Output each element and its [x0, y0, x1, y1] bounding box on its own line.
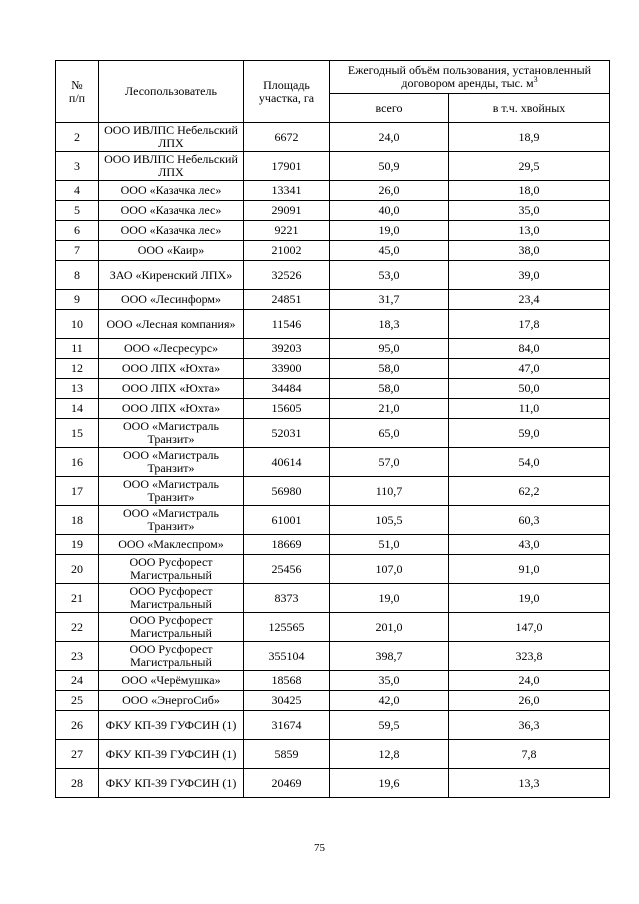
annual-volume-total: 107,0 [330, 555, 449, 584]
leaseholder-name: ООО «Черёмушка» [99, 671, 244, 691]
table-row [56, 711, 610, 740]
annual-volume-conifer: 59,0 [449, 419, 610, 448]
row-number: 3 [56, 152, 99, 181]
annual-volume-total: 19,0 [330, 584, 449, 613]
annual-volume-total: 110,7 [330, 477, 449, 506]
plot-area: 13341 [244, 181, 330, 201]
header-user: Лесопользователь [99, 61, 244, 123]
plot-area: 25456 [244, 555, 330, 584]
annual-volume-conifer: 18,9 [449, 123, 610, 152]
annual-volume-conifer: 54,0 [449, 448, 610, 477]
annual-volume-total: 50,9 [330, 152, 449, 181]
row-number: 25 [56, 691, 99, 711]
row-number: 11 [56, 339, 99, 359]
header-num: № п/п [56, 61, 99, 123]
table-body [56, 123, 610, 798]
table-row [56, 555, 610, 584]
table-row [56, 241, 610, 261]
row-number: 26 [56, 711, 99, 740]
plot-area: 24851 [244, 290, 330, 310]
plot-area: 355104 [244, 642, 330, 671]
annual-volume-total: 35,0 [330, 671, 449, 691]
leaseholder-name: ООО Русфорест Магистральный [99, 613, 244, 642]
annual-volume-total: 12,8 [330, 740, 449, 769]
table-row [56, 769, 610, 798]
annual-volume-conifer: 17,8 [449, 310, 610, 339]
annual-volume-conifer: 39,0 [449, 261, 610, 290]
table-row [56, 201, 610, 221]
row-number: 13 [56, 379, 99, 399]
annual-volume-total: 58,0 [330, 359, 449, 379]
annual-volume-total: 21,0 [330, 399, 449, 419]
annual-volume-conifer: 18,0 [449, 181, 610, 201]
table-row [56, 740, 610, 769]
plot-area: 11546 [244, 310, 330, 339]
row-number: 20 [56, 555, 99, 584]
plot-area: 39203 [244, 339, 330, 359]
row-number: 22 [56, 613, 99, 642]
table-row [56, 535, 610, 555]
leaseholder-name: ФКУ КП-39 ГУФСИН (1) [99, 711, 244, 740]
row-number: 24 [56, 671, 99, 691]
row-number: 4 [56, 181, 99, 201]
leaseholder-name: ООО «Магистраль Транзит» [99, 477, 244, 506]
row-number: 23 [56, 642, 99, 671]
row-number: 8 [56, 261, 99, 290]
leaseholder-name: ООО ЛПХ «Юхта» [99, 399, 244, 419]
plot-area: 21002 [244, 241, 330, 261]
table-row [56, 613, 610, 642]
leaseholder-name: ООО «ЭнергоСиб» [99, 691, 244, 711]
row-number: 17 [56, 477, 99, 506]
table-row [56, 379, 610, 399]
leaseholder-name: ООО «Каир» [99, 241, 244, 261]
plot-area: 17901 [244, 152, 330, 181]
leaseholder-name: ООО ЛПХ «Юхта» [99, 379, 244, 399]
leaseholder-name: ООО «Казачка лес» [99, 201, 244, 221]
plot-area: 33900 [244, 359, 330, 379]
row-number: 2 [56, 123, 99, 152]
annual-volume-total: 65,0 [330, 419, 449, 448]
annual-volume-conifer: 19,0 [449, 584, 610, 613]
annual-volume-conifer: 13,0 [449, 221, 610, 241]
lease-table [55, 60, 610, 798]
annual-volume-total: 31,7 [330, 290, 449, 310]
annual-volume-total: 59,5 [330, 711, 449, 740]
table-row [56, 419, 610, 448]
table-row [56, 399, 610, 419]
row-number: 16 [56, 448, 99, 477]
annual-volume-total: 201,0 [330, 613, 449, 642]
plot-area: 40614 [244, 448, 330, 477]
table-row [56, 181, 610, 201]
table-row [56, 642, 610, 671]
plot-area: 29091 [244, 201, 330, 221]
leaseholder-name: ООО «Магистраль Транзит» [99, 419, 244, 448]
leaseholder-name: ООО «Магистраль Транзит» [99, 506, 244, 535]
plot-area: 18568 [244, 671, 330, 691]
plot-area: 9221 [244, 221, 330, 241]
annual-volume-conifer: 13,3 [449, 769, 610, 798]
leaseholder-name: ООО Русфорест Магистральный [99, 642, 244, 671]
table-row [56, 359, 610, 379]
plot-area: 125565 [244, 613, 330, 642]
annual-volume-conifer: 84,0 [449, 339, 610, 359]
row-number: 18 [56, 506, 99, 535]
header-annual-volume [330, 61, 610, 94]
header-area: Площадь участка, га [244, 61, 330, 123]
leaseholder-name: ООО «Лесресурс» [99, 339, 244, 359]
annual-volume-total: 18,3 [330, 310, 449, 339]
annual-volume-total: 398,7 [330, 642, 449, 671]
row-number: 19 [56, 535, 99, 555]
annual-volume-conifer: 50,0 [449, 379, 610, 399]
table-row [56, 671, 610, 691]
plot-area: 56980 [244, 477, 330, 506]
annual-volume-total: 24,0 [330, 123, 449, 152]
leaseholder-name: ООО «Маклеспром» [99, 535, 244, 555]
annual-volume-total: 95,0 [330, 339, 449, 359]
table-row [56, 584, 610, 613]
annual-volume-conifer: 147,0 [449, 613, 610, 642]
row-number: 21 [56, 584, 99, 613]
plot-area: 15605 [244, 399, 330, 419]
row-number: 5 [56, 201, 99, 221]
table-row [56, 448, 610, 477]
annual-volume-conifer: 47,0 [449, 359, 610, 379]
plot-area: 8373 [244, 584, 330, 613]
table-row [56, 123, 610, 152]
table-row [56, 506, 610, 535]
annual-volume-conifer: 91,0 [449, 555, 610, 584]
annual-volume-conifer: 60,3 [449, 506, 610, 535]
annual-volume-total: 19,6 [330, 769, 449, 798]
annual-volume-total: 57,0 [330, 448, 449, 477]
row-number: 6 [56, 221, 99, 241]
row-number: 12 [56, 359, 99, 379]
annual-volume-total: 26,0 [330, 181, 449, 201]
annual-volume-conifer: 23,4 [449, 290, 610, 310]
table-row [56, 310, 610, 339]
annual-volume-conifer: 26,0 [449, 691, 610, 711]
header-row-1 [56, 61, 610, 94]
annual-volume-total: 19,0 [330, 221, 449, 241]
annual-volume-conifer: 35,0 [449, 201, 610, 221]
plot-area: 30425 [244, 691, 330, 711]
row-number: 7 [56, 241, 99, 261]
row-number: 27 [56, 740, 99, 769]
header-total: всего [330, 94, 449, 123]
annual-volume-total: 53,0 [330, 261, 449, 290]
annual-volume-conifer: 29,5 [449, 152, 610, 181]
plot-area: 61001 [244, 506, 330, 535]
page-number: 75 [314, 842, 325, 854]
annual-volume-total: 42,0 [330, 691, 449, 711]
annual-volume-conifer: 7,8 [449, 740, 610, 769]
plot-area: 20469 [244, 769, 330, 798]
leaseholder-name: ООО «Лесинформ» [99, 290, 244, 310]
plot-area: 32526 [244, 261, 330, 290]
plot-area: 52031 [244, 419, 330, 448]
header-annual-sup: 3 [533, 75, 538, 84]
leaseholder-name: ООО Русфорест Магистральный [99, 555, 244, 584]
annual-volume-conifer: 62,2 [449, 477, 610, 506]
annual-volume-conifer: 36,3 [449, 711, 610, 740]
table-row [56, 477, 610, 506]
row-number: 28 [56, 769, 99, 798]
annual-volume-total: 45,0 [330, 241, 449, 261]
header-conifer: в т.ч. хвойных [449, 94, 610, 123]
table-row [56, 290, 610, 310]
table-row [56, 691, 610, 711]
leaseholder-name: ФКУ КП-39 ГУФСИН (1) [99, 740, 244, 769]
annual-volume-conifer: 43,0 [449, 535, 610, 555]
leaseholder-name: ООО «Лесная компания» [99, 310, 244, 339]
annual-volume-total: 105,5 [330, 506, 449, 535]
header-annual-text: Ежегодный объём пользования, установленный договором аренды, тыс. м [347, 63, 592, 90]
leaseholder-name: ООО «Магистраль Транзит» [99, 448, 244, 477]
row-number: 9 [56, 290, 99, 310]
annual-volume-conifer: 11,0 [449, 399, 610, 419]
leaseholder-name: ООО «Казачка лес» [99, 221, 244, 241]
annual-volume-conifer: 323,8 [449, 642, 610, 671]
leaseholder-name: ООО ЛПХ «Юхта» [99, 359, 244, 379]
row-number: 10 [56, 310, 99, 339]
annual-volume-conifer: 38,0 [449, 241, 610, 261]
leaseholder-name: ООО ИВЛПС Небельский ЛПХ [99, 152, 244, 181]
annual-volume-total: 58,0 [330, 379, 449, 399]
leaseholder-name: ФКУ КП-39 ГУФСИН (1) [99, 769, 244, 798]
row-number: 14 [56, 399, 99, 419]
table-row [56, 152, 610, 181]
leaseholder-name: ЗАО «Киренский ЛПХ» [99, 261, 244, 290]
plot-area: 34484 [244, 379, 330, 399]
leaseholder-name: ООО ИВЛПС Небельский ЛПХ [99, 123, 244, 152]
annual-volume-conifer: 24,0 [449, 671, 610, 691]
table-row [56, 339, 610, 359]
plot-area: 5859 [244, 740, 330, 769]
leaseholder-name: ООО Русфорест Магистральный [99, 584, 244, 613]
row-number: 15 [56, 419, 99, 448]
annual-volume-total: 40,0 [330, 201, 449, 221]
table-row [56, 221, 610, 241]
table-row [56, 261, 610, 290]
annual-volume-total: 51,0 [330, 535, 449, 555]
leaseholder-name: ООО «Казачка лес» [99, 181, 244, 201]
plot-area: 31674 [244, 711, 330, 740]
plot-area: 18669 [244, 535, 330, 555]
plot-area: 6672 [244, 123, 330, 152]
